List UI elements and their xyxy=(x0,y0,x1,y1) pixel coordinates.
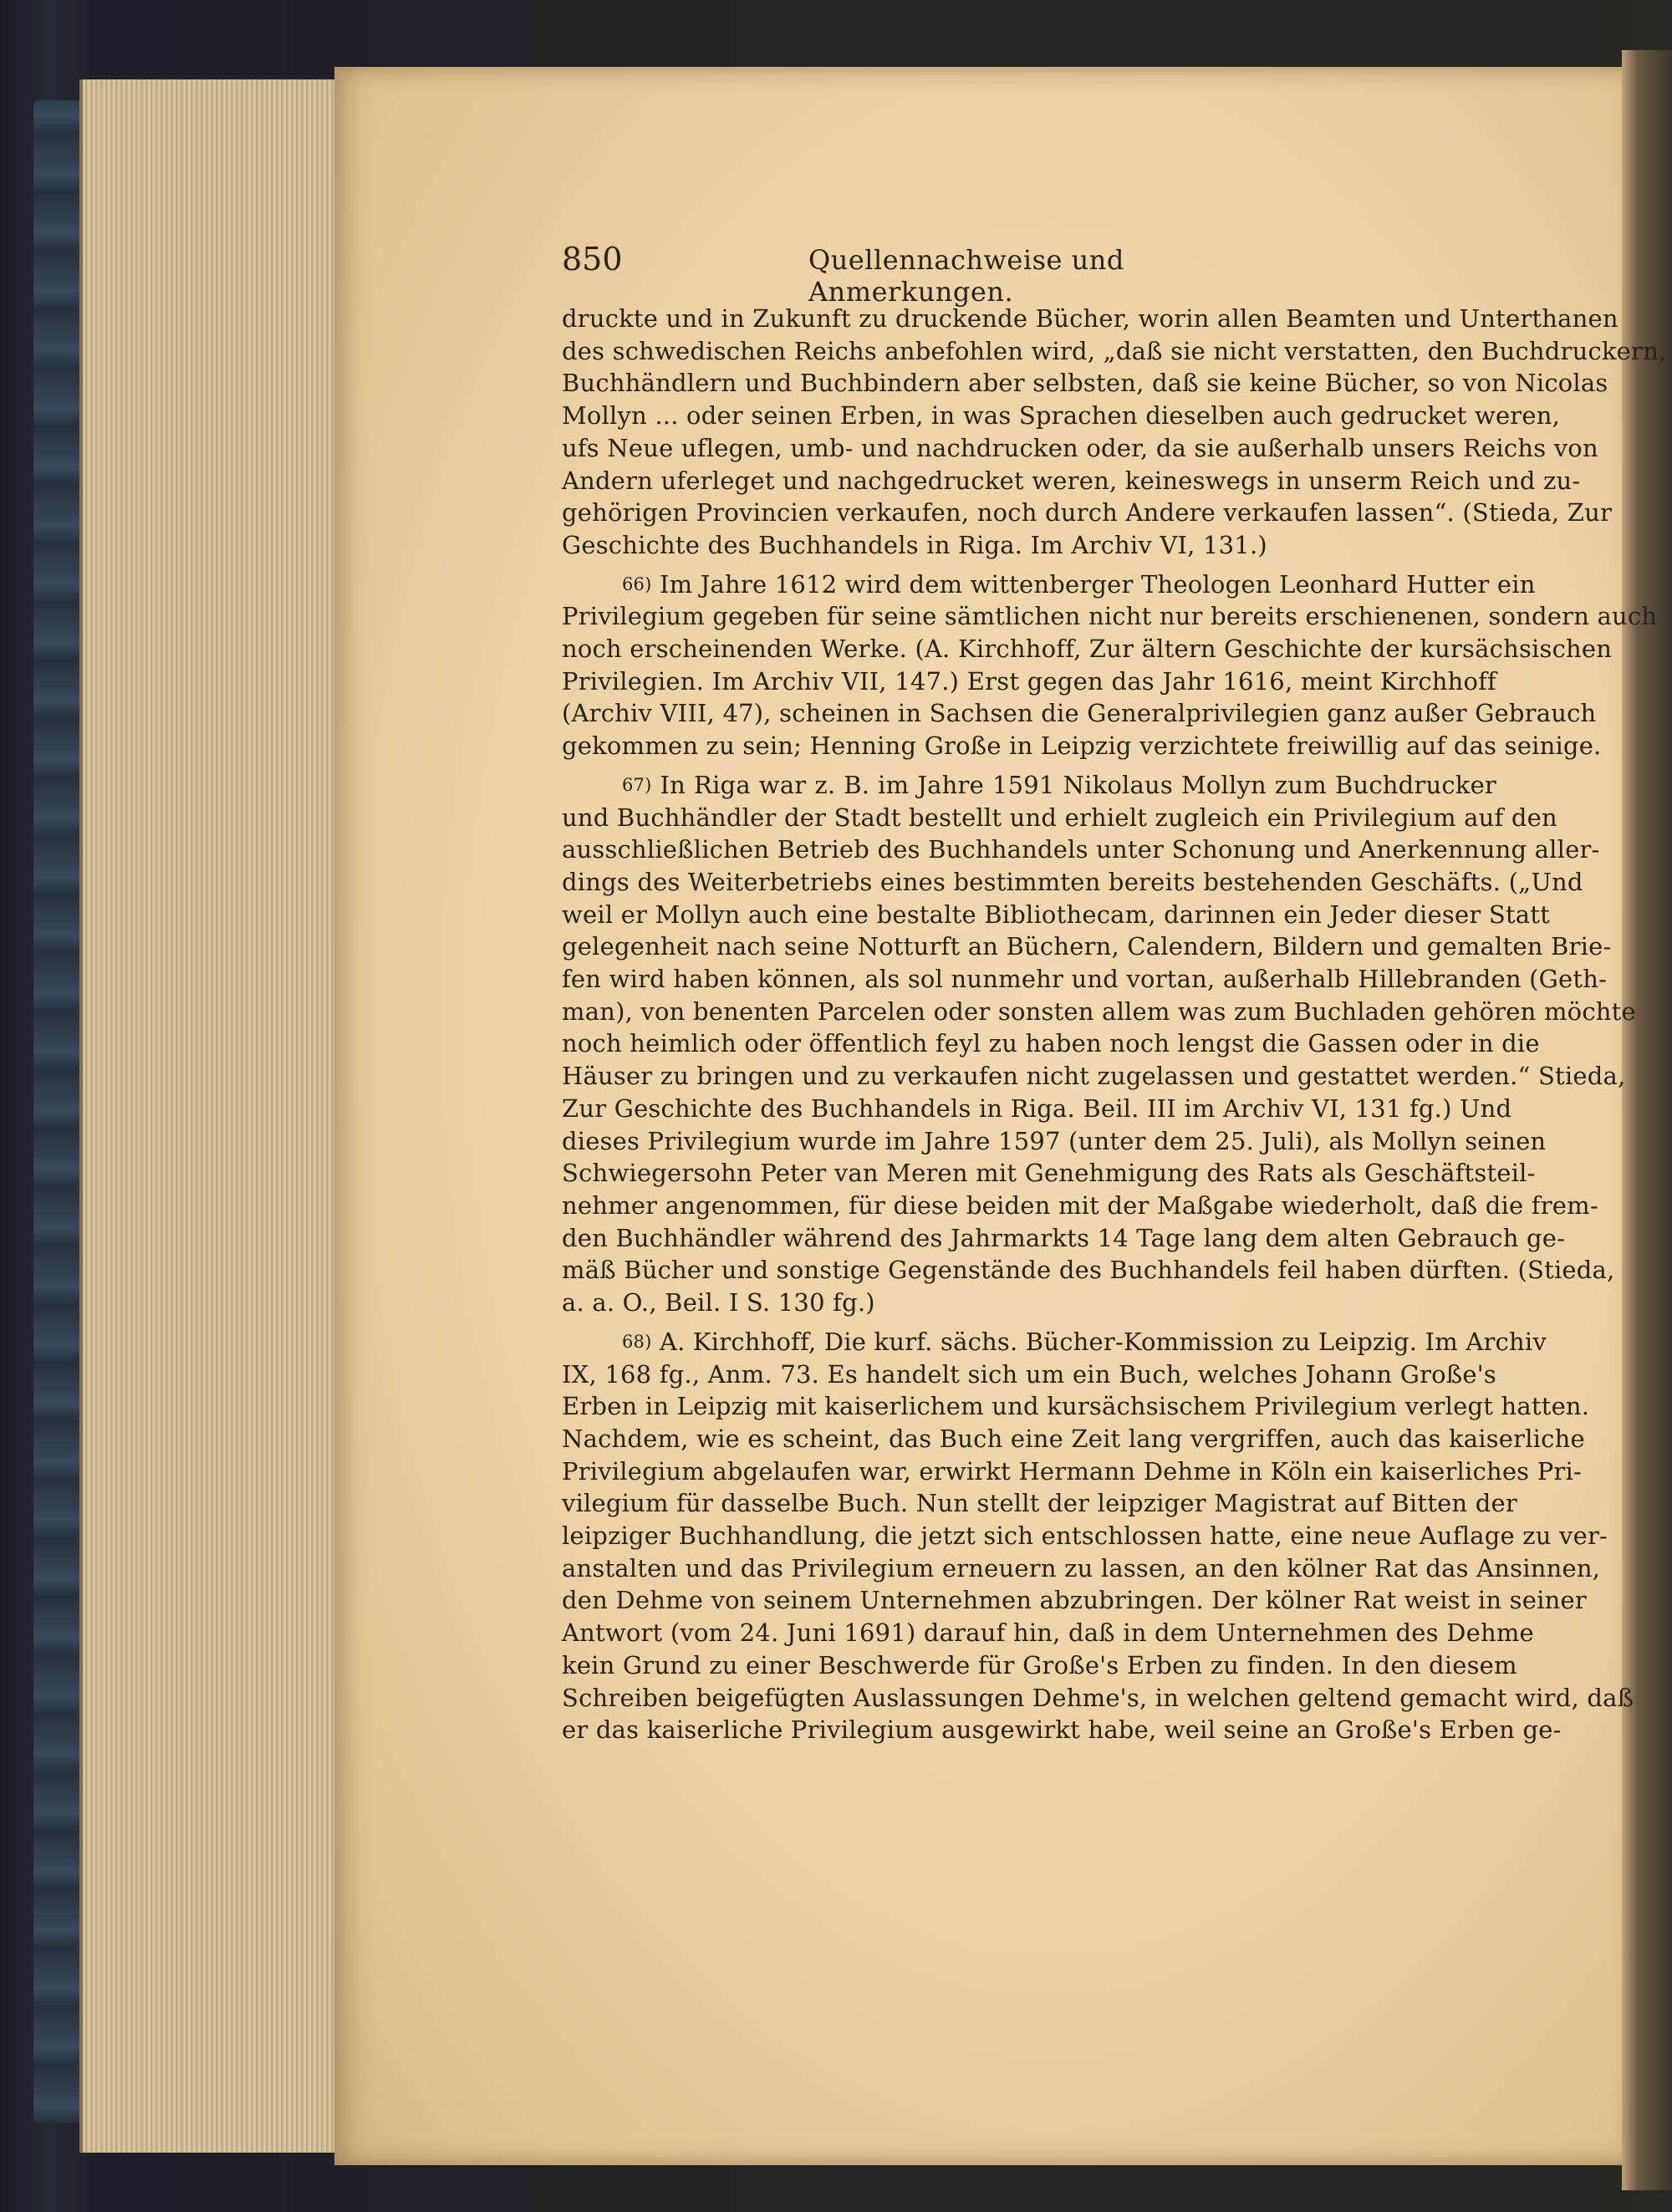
text-line xyxy=(562,335,1667,368)
line-text: Privilegium gegeben für seine sämtlichen nicht nur bereits erschienenen, sondern auch xyxy=(562,602,1658,631)
text-line xyxy=(562,1287,1496,1319)
running-head xyxy=(562,241,1247,308)
footnote-text-block xyxy=(562,303,1667,1753)
line-text: Schwiegersohn Peter van Meren mit Genehmigung des Rats als Geschäftsteil- xyxy=(562,1159,1536,1188)
text-line xyxy=(562,1157,1536,1190)
text-line xyxy=(562,1254,1615,1287)
text-line xyxy=(562,1455,1582,1488)
text-line xyxy=(562,1649,1517,1682)
text-line xyxy=(562,1487,1517,1520)
text-line xyxy=(562,866,1583,899)
text-line xyxy=(562,400,1561,432)
line-text: Buchhändlern und Buchbindern aber selbsten, daß sie keine Bücher, so von Nicolas xyxy=(562,369,1608,398)
line-text: Im Jahre 1612 wird dem wittenberger Theologen Leonhard Hutter ein xyxy=(659,569,1536,599)
line-text: ufs Neue uflegen, umb- und nachdrucken oder, da sie außerhalb unsers Reichs von xyxy=(562,433,1598,462)
line-text: den Buchhändler während des Jahrmarkts 14 Tage lang dem alten Gebrauch ge- xyxy=(562,1223,1566,1252)
page-number: 850 xyxy=(562,241,623,278)
text-line xyxy=(562,568,1536,601)
line-text: des schwedischen Reichs anbefohlen wird, „daß sie nicht verstatten, den Buchdruckern, xyxy=(562,336,1667,365)
line-text: noch erscheinenden Werke. (A. Kirchhoff, Zur ältern Geschichte der kursächsischen xyxy=(562,635,1613,664)
text-line xyxy=(562,1060,1626,1093)
page-gutter xyxy=(1622,50,1672,2190)
text-line xyxy=(562,996,1636,1028)
text-line xyxy=(562,697,1597,730)
line-text: gehörigen Provincien verkaufen, noch durch Andere verkaufen lassen“. (Stieda, Zur xyxy=(562,498,1613,528)
text-line xyxy=(562,1027,1540,1060)
text-line xyxy=(562,600,1658,633)
text-line xyxy=(562,833,1600,866)
line-text: er das kaiserliche Privilegium ausgewirkt habe, weil seine an Große's Erben ge- xyxy=(562,1715,1562,1745)
line-text: Andern uferleget und nachgedrucket weren, keineswegs in unserm Reich und zu- xyxy=(562,466,1581,495)
text-line xyxy=(562,1552,1601,1585)
line-text: ausschließlichen Betrieb des Buchhandels unter Schonung und Anerkennung aller- xyxy=(562,835,1600,864)
line-text: leipziger Buchhandlung, die jetzt sich entschlossen hatte, eine neue Auflage zu ver- xyxy=(562,1521,1608,1551)
line-text: nehmer angenommen, für diese beiden mit der Maßgabe wiederholt, daß die frem- xyxy=(562,1190,1598,1220)
text-line xyxy=(562,1093,1512,1125)
text-line xyxy=(562,633,1613,665)
text-line xyxy=(562,730,1602,762)
line-text: Privilegium abgelaufen war, erwirkt Hermann Dehme in Köln ein kaiserliches Pri- xyxy=(562,1456,1582,1486)
running-head-title: Quellennachweise und Anmerkungen. xyxy=(808,244,1124,308)
line-text: a. a. O., Beil. I S. 130 fg.) xyxy=(562,1288,875,1318)
footnote-number: 67) xyxy=(622,774,652,795)
text-line xyxy=(562,497,1613,529)
line-text: weil er Mollyn auch eine bestalte Bibliothecam, darinnen ein Jeder dieser Statt xyxy=(562,900,1550,929)
line-text: dings des Weiterbetriebs eines bestimmten bereits bestehenden Geschäfts. („Und xyxy=(562,867,1583,896)
text-line xyxy=(562,769,1496,802)
text-line xyxy=(562,665,1496,698)
line-text: und Buchhändler der Stadt bestellt und erhielt zugleich ein Privilegium auf den xyxy=(562,803,1557,832)
text-line xyxy=(562,1390,1590,1423)
footnote-paragraph xyxy=(562,568,1658,762)
line-text: kein Grund zu einer Beschwerde für Große's Erben zu finden. In den diesem xyxy=(562,1650,1517,1679)
line-text: gekommen zu sein; Henning Große in Leipzig verzichtete freiwillig auf das seinige. xyxy=(562,731,1602,761)
text-line xyxy=(562,1222,1566,1255)
text-line xyxy=(562,529,1496,562)
line-text: IX, 168 fg., Anm. 73. Es handelt sich um ein Buch, welches Johann Große's xyxy=(562,1359,1496,1389)
line-text: In Riga war z. B. im Jahre 1591 Nikolaus Mollyn zum Buchdrucker xyxy=(660,770,1496,799)
line-text: druckte und in Zukunft zu druckende Bücher, worin allen Beamten und Unterthanen xyxy=(562,304,1618,333)
line-text: vilegium für dasselbe Buch. Nun stellt der leipziger Magistrat auf Bitten der xyxy=(562,1489,1517,1518)
text-line xyxy=(562,1190,1598,1222)
text-line xyxy=(562,963,1608,996)
line-text: man), von benenten Parcelen oder sonsten allem was zum Buchladen gehören möchte xyxy=(562,996,1636,1026)
line-text: anstalten und das Privilegium erneuern zu lassen, an den kölner Rat das Ansinnen, xyxy=(562,1553,1601,1583)
text-line xyxy=(562,1714,1562,1746)
text-line xyxy=(562,1423,1585,1455)
text-line xyxy=(562,802,1557,834)
text-line xyxy=(562,930,1612,963)
line-text: A. Kirchhoff, Die kurf. sächs. Bücher-Kommission zu Leipzig. Im Archiv xyxy=(659,1327,1547,1356)
text-line xyxy=(562,1125,1547,1158)
line-text: Zur Geschichte des Buchhandels in Riga. Beil. III im Archiv VI, 131 fg.) Und xyxy=(562,1093,1512,1123)
line-text: noch heimlich oder öffentlich feyl zu haben noch lengst die Gassen oder in die xyxy=(562,1029,1540,1058)
line-text: Antwort (vom 24. Juni 1691) darauf hin, daß in dem Unternehmen des Dehme xyxy=(562,1618,1534,1648)
text-line xyxy=(562,1358,1496,1391)
text-line xyxy=(562,303,1618,335)
line-text: gelegenheit nach seine Notturft an Büchern, Calendern, Bildern und gemalten Brie- xyxy=(562,932,1612,961)
line-text: Geschichte des Buchhandels in Riga. Im Archiv VI, 131.) xyxy=(562,530,1267,559)
footnote-number: 68) xyxy=(622,1331,652,1352)
footnote-paragraph xyxy=(562,769,1636,1319)
text-line xyxy=(562,367,1608,400)
line-text: Privilegien. Im Archiv VII, 147.) Erst gegen das Jahr 1616, meint Kirchhoff xyxy=(562,666,1496,696)
line-text: fen wird haben können, als sol nunmehr und vortan, außerhalb Hillebranden (Geth- xyxy=(562,965,1608,994)
line-text: Häuser zu bringen und zu verkaufen nicht zugelassen und gestattet werden.“ Stieda, xyxy=(562,1062,1626,1091)
text-line xyxy=(562,1617,1534,1649)
text-line xyxy=(562,1326,1547,1358)
line-text: Erben in Leipzig mit kaiserlichem und kursächsischem Privilegium verlegt hatten. xyxy=(562,1392,1590,1421)
line-text: den Dehme von seinem Unternehmen abzubringen. Der kölner Rat weist in seiner xyxy=(562,1586,1587,1615)
line-text: Schreiben beigefügten Auslassungen Dehme's, in welchen geltend gemacht wird, daß xyxy=(562,1683,1634,1712)
page-edges xyxy=(79,79,350,2153)
line-text: mäß Bücher und sonstige Gegenstände des Buchhandels feil haben dürften. (Stieda, xyxy=(562,1256,1615,1285)
line-text: Nachdem, wie es scheint, das Buch eine Zeit lang vergriffen, auch das kaiserliche xyxy=(562,1424,1585,1453)
footnote-number: 66) xyxy=(622,573,652,594)
line-text: Mollyn ... oder seinen Erben, in was Sprachen dieselben auch gedrucket weren, xyxy=(562,401,1561,431)
text-line xyxy=(562,1682,1634,1715)
footnote-paragraph xyxy=(562,303,1667,562)
text-line xyxy=(562,1520,1608,1552)
line-text: (Archiv VIII, 47), scheinen in Sachsen die Generalprivilegien ganz außer Gebrauch xyxy=(562,699,1597,728)
text-line xyxy=(562,1584,1587,1617)
text-line xyxy=(562,899,1550,931)
text-line xyxy=(562,465,1581,497)
footnote-paragraph xyxy=(562,1326,1634,1746)
line-text: dieses Privilegium wurde im Jahre 1597 (unter dem 25. Juli), als Mollyn seinen xyxy=(562,1126,1547,1155)
text-line xyxy=(562,432,1598,465)
